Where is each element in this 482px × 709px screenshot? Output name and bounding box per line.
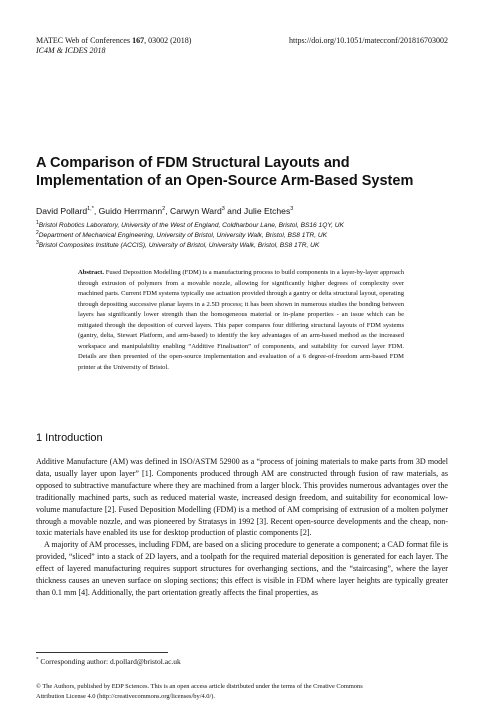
conference-name: IC4M & ICDES 2018 bbox=[36, 46, 106, 55]
paragraph: Additive Manufacture (AM) was defined in ISO/ASTM 52900 as a “process of joining materials to make parts from 3D model data, usually layer upon layer” [1]. Components produced through AM are constructed through fusion of raw materials, as opposed to subtractive manufacture where they are machined from a larger block. This provides numerous advantages over the traditionally machined parts, such as reduced material waste, increased design freedom, and suitability for economical low-volume manufacture [2]. Fused Deposition Modelling (FDM) is a method of AM comprising of extrusion of a molten polymer through a movable nozzle, and was pioneered by Stratasys in 1992 [3]. Recent open-source developments and the cheap, non-toxic materials have enabled its use for desktop production of plastic components [2]. bbox=[36, 457, 448, 538]
journal-article-number: , 03002 (2018) bbox=[144, 36, 192, 45]
author-separator: and bbox=[224, 206, 244, 216]
author-3-sup: 3 bbox=[221, 206, 225, 213]
author-4-name: Julie Etches bbox=[243, 206, 291, 216]
footnote-marker: * bbox=[36, 657, 39, 663]
doi-link[interactable]: https://doi.org/10.1051/matecconf/201816703002 bbox=[289, 36, 448, 45]
author-4-sup: 3 bbox=[290, 206, 294, 213]
affiliation-item bbox=[36, 241, 456, 251]
section-heading: 1 Introduction bbox=[36, 432, 103, 444]
footnote bbox=[36, 657, 181, 667]
author-2-name: Guido Herrmann bbox=[98, 206, 163, 216]
journal-volume: 167 bbox=[132, 36, 145, 45]
footnote-divider bbox=[36, 652, 168, 653]
body-text bbox=[36, 456, 448, 599]
affiliation-text: Department of Mechanical Engineering, University of Bristol, University Walk, Bristol, BS8 1TR, UK bbox=[38, 232, 328, 239]
journal-name: MATEC Web of Conferences bbox=[36, 36, 133, 45]
paper-title: A Comparison of FDM Structural Layouts and Implementation of an Open-Source Arm-Based System bbox=[36, 155, 414, 189]
abstract-label: Abstract. bbox=[78, 269, 104, 276]
affiliation-item bbox=[36, 221, 456, 231]
license-line: © The Authors, published by EDP Sciences. This is an open access article distributed under the terms of the Creative Commons bbox=[36, 683, 363, 690]
license-notice bbox=[36, 682, 456, 701]
author-list bbox=[36, 206, 456, 217]
author-2-sup: 2 bbox=[162, 206, 166, 213]
footnote-text: Corresponding author: d.pollard@bristol.ac.uk bbox=[38, 657, 181, 666]
author-separator: , bbox=[165, 206, 170, 216]
affiliation-sup: 2 bbox=[36, 229, 39, 236]
author-1-sup: 1,* bbox=[87, 206, 94, 213]
author-separator: , bbox=[93, 206, 99, 216]
author-3-name: Carwyn Ward bbox=[170, 206, 222, 216]
author-1-name: David Pollard bbox=[36, 206, 88, 216]
affiliation-list bbox=[36, 221, 456, 251]
affiliation-text: Bristol Robotics Laboratory, University of the West of England, Coldharbour Lane, Bristol, BS16 1QY, UK bbox=[38, 222, 344, 229]
abstract-text: Fused Deposition Modelling (FDM) is a manufacturing process to build components in a layer-by-layer approach through extrusion of polymers from a movable nozzle, allowing for significantly higher degrees of complexity over machined parts. Current FDM systems typically use actuation provided through a gantry or delta structural layout, operating through depositing successive planar layers in a 2.5D process; it has been shown in numerous studies the bonding between layers has significantly lower strength than the homogeneous material or in-plane properties - an issue which can be mitigated through the deposition of curved layers. This paper compares four differing structural layouts of FDM systems (gantry, delta, Stewart Platform, and arm-based) to identify the key advantages of an arm-based method as the increased workspace and manipulability enabling “Additive Finalisation” of components, and suitability for curved layer FDM. Details are then presented of the open-source implementation and evaluation of a 6 degree-of-freedom arm-based FDM printer at the University of Bristol. bbox=[78, 269, 404, 371]
affiliation-sup: 3 bbox=[36, 239, 39, 246]
license-line: Attribution License 4.0 (http://creativecommons.org/licenses/by/4.0/). bbox=[36, 692, 215, 700]
affiliation-text: Bristol Composites Institute (ACCIS), University of Bristol, University Walk, Bristol, BS8 1TR, UK bbox=[38, 242, 320, 249]
abstract bbox=[78, 268, 404, 373]
affiliation-item bbox=[36, 231, 456, 241]
affiliation-sup: 1 bbox=[36, 219, 39, 226]
journal-citation bbox=[36, 36, 191, 46]
paragraph: A majority of AM processes, including FDM, are based on a slicing procedure to generate a component; a CAD format file is provided, “sliced” into a stack of 2D layers, and a toolpath for the required material deposition is generated for each layer. The effect of layered manufacturing requires support structures for overhanging sections, and the “staircasing”, where the layer thickness causes an uneven surface on sloping sections; this effect is visible in FDM where layer heights are typically greater than 0.1 mm [4]. Additionally, the part orientation greatly affects the final properties, as bbox=[36, 540, 448, 597]
